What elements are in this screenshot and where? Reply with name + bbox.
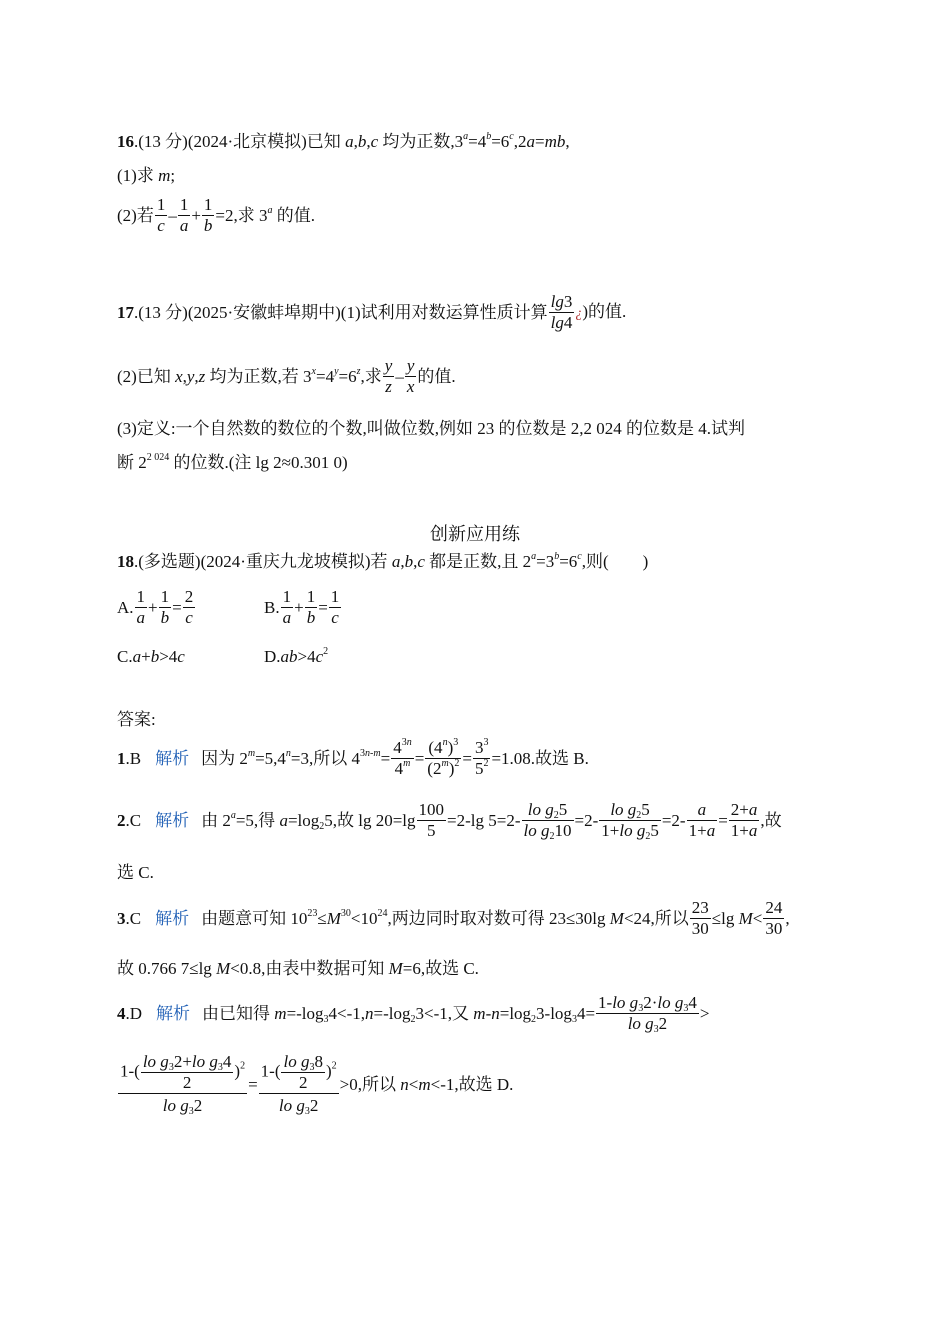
q17-stem: 17.(13 分)(2025·安徽蚌埠期中)(1)试利用对数运算性质计算 $\frac{\lg 3}{\lg 4}$ ¿)的值. bbox=[117, 292, 627, 332]
q17-part3-line1: (3)定义:一个自然数的数位的个数,叫做位数,例如 23 的位数是 2,2 024 的位数是 4.试判 bbox=[117, 419, 746, 438]
section-title: 创新应用练 bbox=[430, 524, 520, 544]
answers-heading: 答案: bbox=[117, 710, 156, 729]
q18-option-a: A. $\frac{1}{a}$ + $\frac{1}{b}$ = $\frac{2}{c}$ bbox=[117, 587, 194, 627]
analysis-label: 解析 bbox=[155, 748, 190, 768]
analysis-label: 解析 bbox=[156, 1003, 191, 1023]
q18-option-b: B. $\frac{1}{a}$ + $\frac{1}{b}$ = $\frac{1}{c}$ bbox=[264, 587, 340, 627]
answer-1: 1.B 解析 因为 $2^m=5,4^n=3$,所以 $4^{3n-m}=$ $\frac{4^{3n}}{4^m}$ = $\frac{(4^n)^3}{(2^m)^2}$ = $\frac{3^3}{5^2}$ =1.08.故选 B. bbox=[117, 737, 589, 778]
answer-4: 4.D 解析 由已知得 $m=-\log_34<-1,n=-\log_23<-1$,又 $m-n=\log_23-\log_34=$ $\frac{1-lo g_32\cdot lo g_34}{lo g_32}$ > bbox=[117, 993, 710, 1035]
answer-3-cont: 故 0.766 7≤lg M<0.8,由表中数据可知 M=6,故选 C. bbox=[117, 959, 479, 978]
answer-4-cont: 1-( $\frac{lo g_32+lo g_34}{2}$ )$^2$ lo $g_32$ = 1-( $\frac{lo g_38}{2}$ )$^2$ lo $g_32$ >0,所以 n<m<-1,故选 D. bbox=[120, 1052, 514, 1117]
answer-2: 2.C 解析 由 $2^a=5$,得 $a=\log_25$,故 lg 20=lg $\frac{100}{5}$ =2-lg 5=2- $\frac{lo g_25}{lo g_210}$ =2- $\frac{lo g_25}{1+lo g_25}$ =2- $\frac{a}{1+a}$ = $\frac{2+a}{1+a}$ ,故 bbox=[117, 800, 782, 842]
answer-3: 3.C 解析 由题意可知 $10^{23}\le M^{30}<10^{24}$,两边同时取对数可得 23≤30lg M<24,所以 $\frac{23}{30}$ ≤lg M< $\frac{24}{30}$ , bbox=[117, 898, 790, 938]
q17-part3-line2: 断 $2^{2 024}$ 的位数.(注 lg 2≈0.301 0) bbox=[117, 452, 348, 472]
analysis-label: 解析 bbox=[155, 810, 190, 830]
q18-option-c: C.a+b>4c bbox=[117, 647, 185, 666]
q16-stem: 16.(13 分)(2024·北京模拟)已知 a,b,c 均为正数$,3^a=4^b=6^c,2a=mb$, bbox=[117, 131, 570, 151]
q18-stem: 18.(多选题)(2024·重庆九龙坡模拟)若 a,b,c 都是正数,且 $2^a=3^b=6^c$,则( ) bbox=[117, 551, 649, 571]
answer-2-cont: 选 C. bbox=[117, 863, 154, 882]
q16-part1: (1)求 m; bbox=[117, 166, 176, 185]
q17-part2: (2)已知 x,y,z 均为正数,若 $3^x=4^y=6^z$,求 $\frac{y}{z}$ – $\frac{y}{x}$ 的值. bbox=[117, 356, 456, 396]
analysis-label: 解析 bbox=[155, 908, 190, 928]
q16-part2: (2)若 $\frac{1}{c}$ – $\frac{1}{a}$ + $\frac{1}{b}$ =2,求 3$^a$ 的值. bbox=[117, 195, 316, 235]
q18-option-d: $D.ab>4c^2$ bbox=[264, 646, 329, 666]
